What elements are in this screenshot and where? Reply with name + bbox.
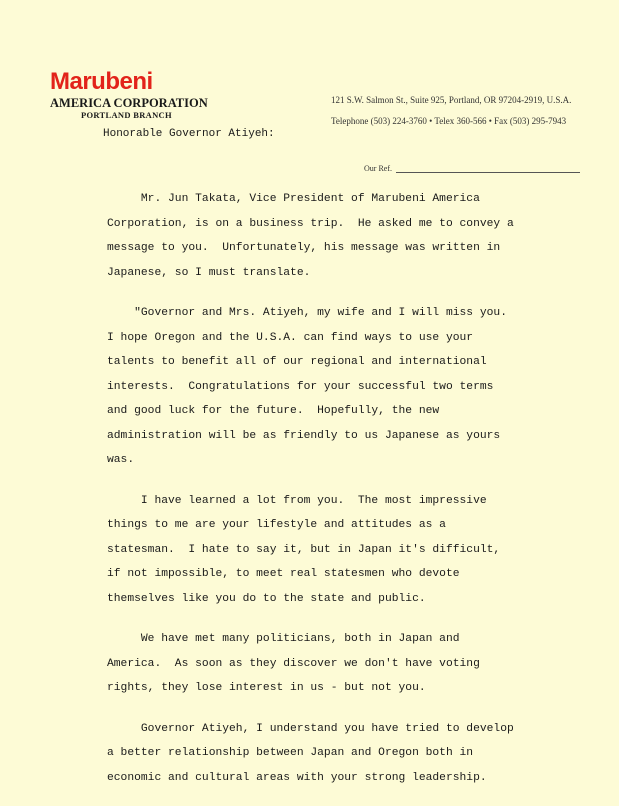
body-line: was. — [107, 454, 135, 466]
body-line: rights, they lose interest in us - but not you. — [107, 682, 426, 694]
body-line: if not impossible, to meet real statesmen who devote — [107, 568, 460, 580]
salutation: Honorable Governor Atiyeh: — [103, 128, 275, 140]
body-line: Governor Atiyeh, I understand you have tried to develop — [107, 722, 514, 735]
paragraph — [107, 717, 567, 791]
paragraph — [107, 187, 567, 285]
street-address: 121 S.W. Salmon St., Suite 925, Portland, OR 97204-2919, U.S.A. — [331, 95, 572, 105]
body-line: statesman. I hate to say it, but in Japan it's difficult, — [107, 543, 501, 556]
body-line: message to you. Unfortunately, his message was written in — [107, 242, 501, 254]
letter-body — [107, 187, 567, 806]
our-reference-line — [396, 164, 580, 173]
paragraph — [107, 627, 567, 701]
paragraph — [107, 489, 567, 612]
company-name: AMERICA CORPORATION — [50, 96, 208, 110]
body-line: administration will be as friendly to us Japanese as yours — [107, 429, 501, 442]
body-line: America. As soon as they discover we don't have voting — [107, 657, 480, 670]
body-line: interests. Congratulations for your successful two terms — [107, 380, 494, 393]
body-line: talents to benefit all of our regional and international — [107, 356, 487, 368]
body-line: Mr. Jun Takata, Vice President of Marubeni America — [107, 193, 480, 205]
body-line: I have learned a lot from you. The most impressive — [107, 494, 487, 507]
body-line: Corporation, is on a business trip. He asked me to convey a — [107, 217, 514, 230]
body-line: and good luck for the future. Hopefully, the new — [107, 405, 440, 417]
company-logo — [50, 70, 208, 120]
body-line: themselves like you do to the state and public. — [107, 592, 426, 605]
paragraph — [107, 301, 567, 473]
our-reference-label: Our Ref. — [364, 164, 392, 173]
body-line: We have met many politicians, both in Japan and — [107, 633, 460, 645]
body-line: a better relationship between Japan and Oregon both in — [107, 747, 474, 759]
body-line: "Governor and Mrs. Atiyeh, my wife and I will miss you. — [107, 307, 507, 319]
body-line: economic and cultural areas with your strong leadership. — [107, 771, 487, 784]
branch-name: PORTLAND BRANCH — [81, 110, 172, 120]
body-line: Japanese, so I must translate. — [107, 266, 311, 279]
letterhead-address-block — [331, 95, 571, 127]
contact-numbers: Telephone (503) 224-3760 • Telex 360-566 • Fax (503) 295-7943 — [331, 116, 567, 126]
body-line: things to me are your lifestyle and attitudes as a — [107, 519, 446, 531]
logo-wordmark: Marubeni — [50, 68, 153, 95]
body-line: I hope Oregon and the U.S.A. can find ways to use your — [107, 331, 474, 344]
our-reference-field — [364, 164, 580, 173]
